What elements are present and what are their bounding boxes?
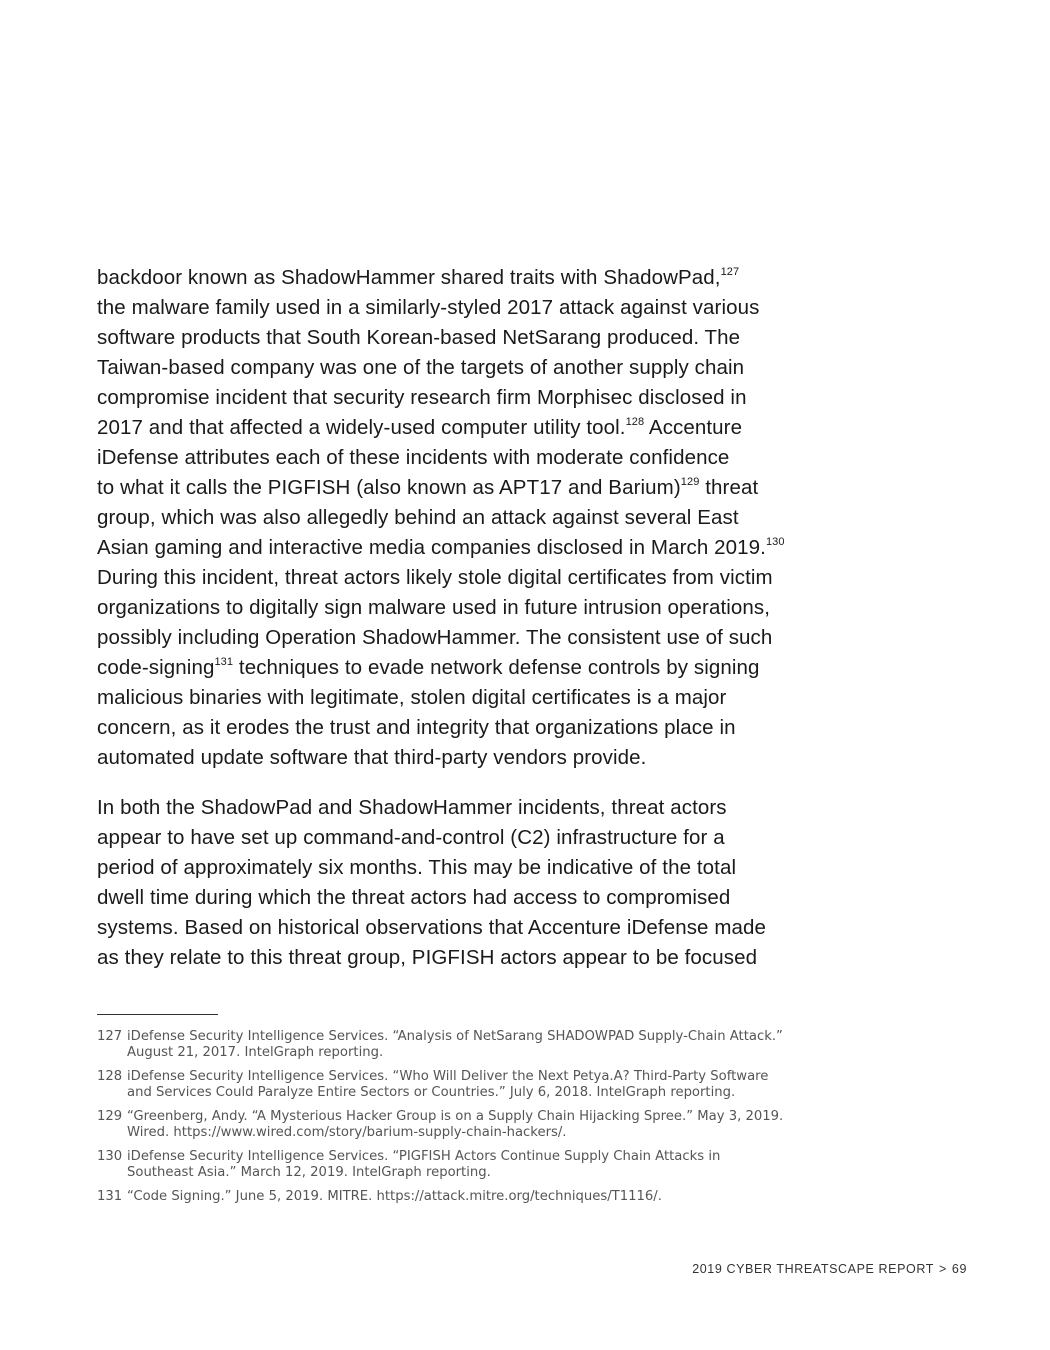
report-title: 2019 CYBER THREATSCAPE REPORT bbox=[692, 1262, 934, 1276]
body-line: backdoor known as ShadowHammer shared traits with ShadowPad,$^{127}$ bbox=[97, 266, 740, 289]
footnote-ref-128[interactable]: 128 bbox=[625, 416, 645, 428]
footnote-129 bbox=[97, 1109, 857, 1141]
footnote-127 bbox=[97, 1029, 857, 1061]
footnote-128 bbox=[97, 1069, 857, 1101]
footnote-text: iDefense Security Intelligence Services. “Analysis of NetSarang SHADOWPAD Supply-Chain Attack.” August 21, 2017. IntelGraph reporting. bbox=[127, 1029, 783, 1060]
footnote-text bbox=[127, 1189, 857, 1205]
footnote-divider bbox=[97, 1014, 218, 1015]
body-line: to what it calls the PIGFISH (also known as APT17 and Barium)$^{129}$ threat bbox=[97, 476, 759, 499]
footnote-ref-130[interactable]: 130 bbox=[765, 536, 785, 548]
main-body-text bbox=[97, 263, 857, 993]
footnote-number: 128 bbox=[97, 1069, 123, 1084]
body-line: appear to have set up command-and-control (C2) infrastructure for a bbox=[97, 826, 725, 849]
body-line: group, which was also allegedly behind an attack against several East bbox=[97, 506, 739, 529]
body-line: 2017 and that affected a widely-used computer utility tool.$^{128}$ Accenture bbox=[97, 416, 743, 439]
body-line: In both the ShadowPad and ShadowHammer incidents, threat actors bbox=[97, 796, 727, 819]
body-line: period of approximately six months. This may be indicative of the total bbox=[97, 856, 737, 879]
body-line: compromise incident that security research firm Morphisec disclosed in bbox=[97, 386, 747, 409]
footnote-130 bbox=[97, 1149, 857, 1181]
body-line: the malware family used in a similarly-styled 2017 attack against various bbox=[97, 296, 760, 319]
body-line: as they relate to this threat group, PIGFISH actors appear to be focused bbox=[97, 946, 758, 969]
body-line: Asian gaming and interactive media companies disclosed in March 2019.$^{130}$ bbox=[97, 536, 785, 559]
body-line: organizations to digitally sign malware used in future intrusion operations, bbox=[97, 596, 771, 619]
footnote-link[interactable]: Wired. https://www.wired.com/story/barium-supply-chain-hackers/. bbox=[127, 1125, 567, 1140]
body-line: dwell time during which the threat actors had access to compromised bbox=[97, 886, 731, 909]
footnotes bbox=[97, 1029, 857, 1213]
footnote-number: 130 bbox=[97, 1149, 123, 1164]
body-line: During this incident, threat actors likely stole digital certificates from victim bbox=[97, 566, 773, 589]
footnote-131 bbox=[97, 1189, 857, 1205]
footnote-ref-129[interactable]: 129 bbox=[680, 476, 700, 488]
page-footer bbox=[692, 1262, 967, 1276]
footnote-text: “Greenberg, Andy. “A Mysterious Hacker Group is on a Supply Chain Hijacking Spree.” May 3, 2019. Wired. https://www.wired.com/story/barium-supply-chain-hackers/. bbox=[127, 1109, 857, 1141]
footnote-ref-131[interactable]: 131 bbox=[214, 656, 234, 668]
body-line: possibly including Operation ShadowHammer. The consistent use of such bbox=[97, 626, 773, 649]
body-line: systems. Based on historical observations that Accenture iDefense made bbox=[97, 916, 767, 939]
page-number: 69 bbox=[951, 1262, 967, 1276]
paragraph-2 bbox=[97, 793, 857, 973]
footnote-text: iDefense Security Intelligence Services. “PIGFISH Actors Continue Supply Chain Attacks in Southeast Asia.” March 12, 2019. IntelGraph reporting. bbox=[127, 1149, 721, 1180]
body-line: iDefense attributes each of these incidents with moderate confidence bbox=[97, 446, 730, 469]
footnote-number: 131 bbox=[97, 1189, 123, 1204]
footnote-number: 127 bbox=[97, 1029, 123, 1044]
footnote-text: iDefense Security Intelligence Services. “Who Will Deliver the Next Petya.A? Third-Party Software and Services Could Paralyze Entire Sectors or Countries.” July 6, 2018. IntelGraph reporting. bbox=[127, 1069, 769, 1100]
body-line: automated update software that third-party vendors provide. bbox=[97, 746, 647, 769]
body-line: software products that South Korean-based NetSarang produced. The bbox=[97, 326, 741, 349]
footnote-link[interactable]: “Code Signing.” June 5, 2019. MITRE. https://attack.mitre.org/techniques/T1116/. bbox=[127, 1189, 662, 1204]
footnote-ref-127[interactable]: 127 bbox=[720, 266, 740, 278]
body-line: Taiwan-based company was one of the targets of another supply chain bbox=[97, 356, 745, 379]
body-line: malicious binaries with legitimate, stolen digital certificates is a major bbox=[97, 686, 727, 709]
paragraph-1 bbox=[97, 263, 857, 773]
breadcrumb-separator: > bbox=[938, 1262, 947, 1276]
body-line: concern, as it erodes the trust and integrity that organizations place in bbox=[97, 716, 736, 739]
footnote-number: 129 bbox=[97, 1109, 123, 1124]
body-line: code-signing$^{131}$ techniques to evade network defense controls by signing bbox=[97, 656, 760, 679]
